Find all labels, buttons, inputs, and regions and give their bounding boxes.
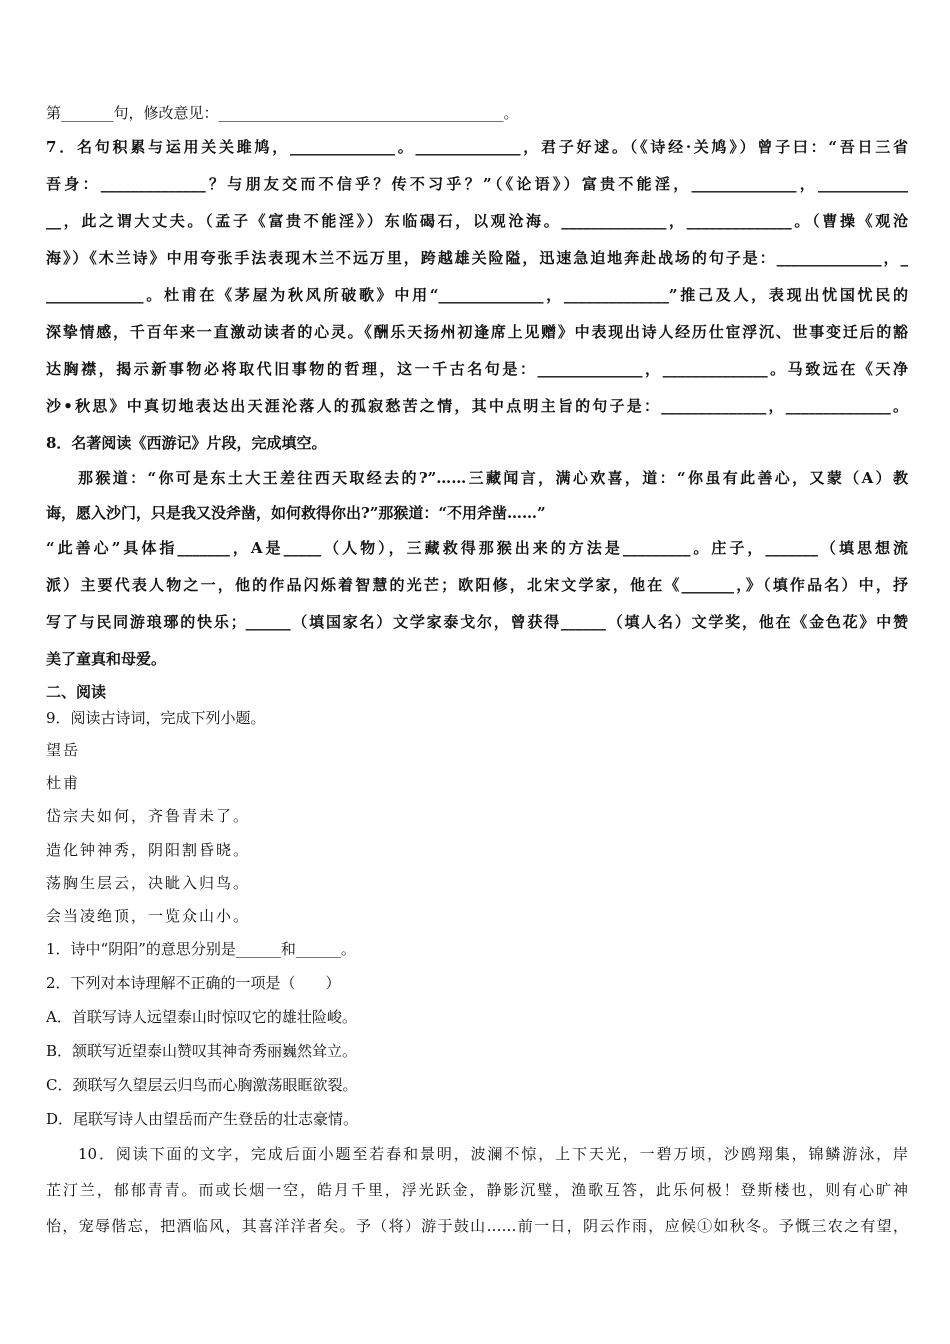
q7-line-6: 深挚情感，千百年来一直激动读者的心灵。《酬乐天扬州初逢席上见赠》中表现出诗人经历仕宦浮沉、世事变迁后的豁 (46, 323, 908, 341)
q10-line-1: 10．阅读下面的文字，完成后面小题至若春和景明，波澜不惊，上下天光，一碧万顷，沙鸥翔集，锦鳞游泳，岸 (78, 1145, 908, 1163)
q10-line-3: 怡，宠辱偕忘，把酒临风，其喜洋洋者矣。予（将）游于鼓山……前一日，阴云作雨，应候①如秋冬。予慨三农之有望， (46, 1217, 908, 1235)
q7-line-7: 达胸襟，揭示新事物必将取代旧事物的哲理，这一千古名句是：______________，______________。马致远在《天净 (46, 360, 908, 378)
q7-line-2: 吾身：______________？与朋友交而不信乎？传不习乎？”（《论语》）富贵不能淫，______________，____________ (46, 175, 908, 193)
option-d: D．尾联写诗人由望岳而产生登岳的壮志豪情。 (46, 1110, 359, 1128)
q8-excerpt-line-2: 诲，愿入沙门，只是我又没斧凿，如何救得你出?”那猴道：“不用斧凿……” (46, 504, 546, 522)
sub-question-2: 2．下列对本诗理解不正确的一项是（ ） (46, 974, 341, 992)
poem-title: 望岳 (46, 741, 81, 759)
sub-question-1: 1．诗中“阴阳”的意思分别是______和______。 (46, 940, 356, 958)
poem-line-4: 会当凌绝顶，一览众山小。 (46, 907, 251, 925)
poem-line-2: 造化钟神秀，阴阳割昏晓。 (46, 841, 251, 859)
q8-line-4: 派）主要代表人物之一，他的作品闪烁着智慧的光芒；欧阳修，北宋文学家，他在《_______，》（填作品名）中，抒 (46, 576, 908, 594)
q8-excerpt-line-1: 那猴道：“你可是东土大王差往西天取经去的?”……三藏闻言，满心欢喜，道：“你虽有此善心，又蒙（A）教 (78, 469, 908, 487)
q9-intro: 9．阅读古诗词，完成下列小题。 (46, 709, 266, 727)
q8-line-5: 写了与民同游琅琊的快乐；______（填国家名）文学家泰戈尔，曾获得______（填人名）文学奖，他在《金色花》中赞 (46, 613, 908, 631)
option-b: B．颔联写近望泰山赞叹其神奇秀丽巍然耸立。 (46, 1042, 358, 1060)
q8-heading: 8．名著阅读《西游记》片段，完成填空。 (46, 434, 327, 452)
q7-line-4: 海》）《木兰诗》中用夸张手法表现木兰不远万里，跨越雄关险隘，迅速急迫地奔赴战场的句子是：______________，_ (46, 249, 908, 267)
q8-line-3: “此善心”具体指_______，A是_____（人物），三藏救得那猴出来的方法是_________。庄子，_______（填思想流 (46, 539, 908, 557)
section-heading-reading: 二、阅读 (46, 683, 107, 701)
q7-line-8: 沙•秋思》中真切地表达出天涯沦落人的孤寂愁苦之情，其中点明主旨的句子是：______________，______________。 (46, 397, 908, 415)
q7-line-5: _____________。杜甫在《茅屋为秋风所破歌》中用“______________，______________”推己及人，表现出忧国忧民的 (46, 286, 908, 304)
poem-author: 杜甫 (46, 774, 81, 792)
q8-line-6: 美了童真和母爱。 (46, 650, 167, 668)
q7-line-1: 7．名句积累与运用关关雎鸠，______________。______________，君子好逑。（《诗经·关鸠》）曾子曰：“吾日三省 (46, 138, 908, 156)
option-c: C．颈联写久望层云归鸟而心胸激荡眼眶欲裂。 (46, 1076, 358, 1094)
revision-line: 第_______句，修改意见：______________________________________。 (46, 104, 519, 122)
option-a: A．首联写诗人远望泰山时惊叹它的雄壮险峻。 (46, 1008, 357, 1026)
poem-line-3: 荡胸生层云，决眦入归鸟。 (46, 874, 251, 892)
q7-line-3: __，此之谓大丈夫。（孟子《富贵不能淫》）东临碣石，以观沧海。______________，______________。（曹操《观沧 (46, 212, 908, 230)
q10-line-2: 芷汀兰，郁郁青青。而或长烟一空，皓月千里，浮光跃金，静影沉璧，渔歌互答，此乐何极！登斯楼也，则有心旷神 (46, 1181, 908, 1199)
poem-line-1: 岱宗夫如何，齐鲁青未了。 (46, 807, 251, 825)
